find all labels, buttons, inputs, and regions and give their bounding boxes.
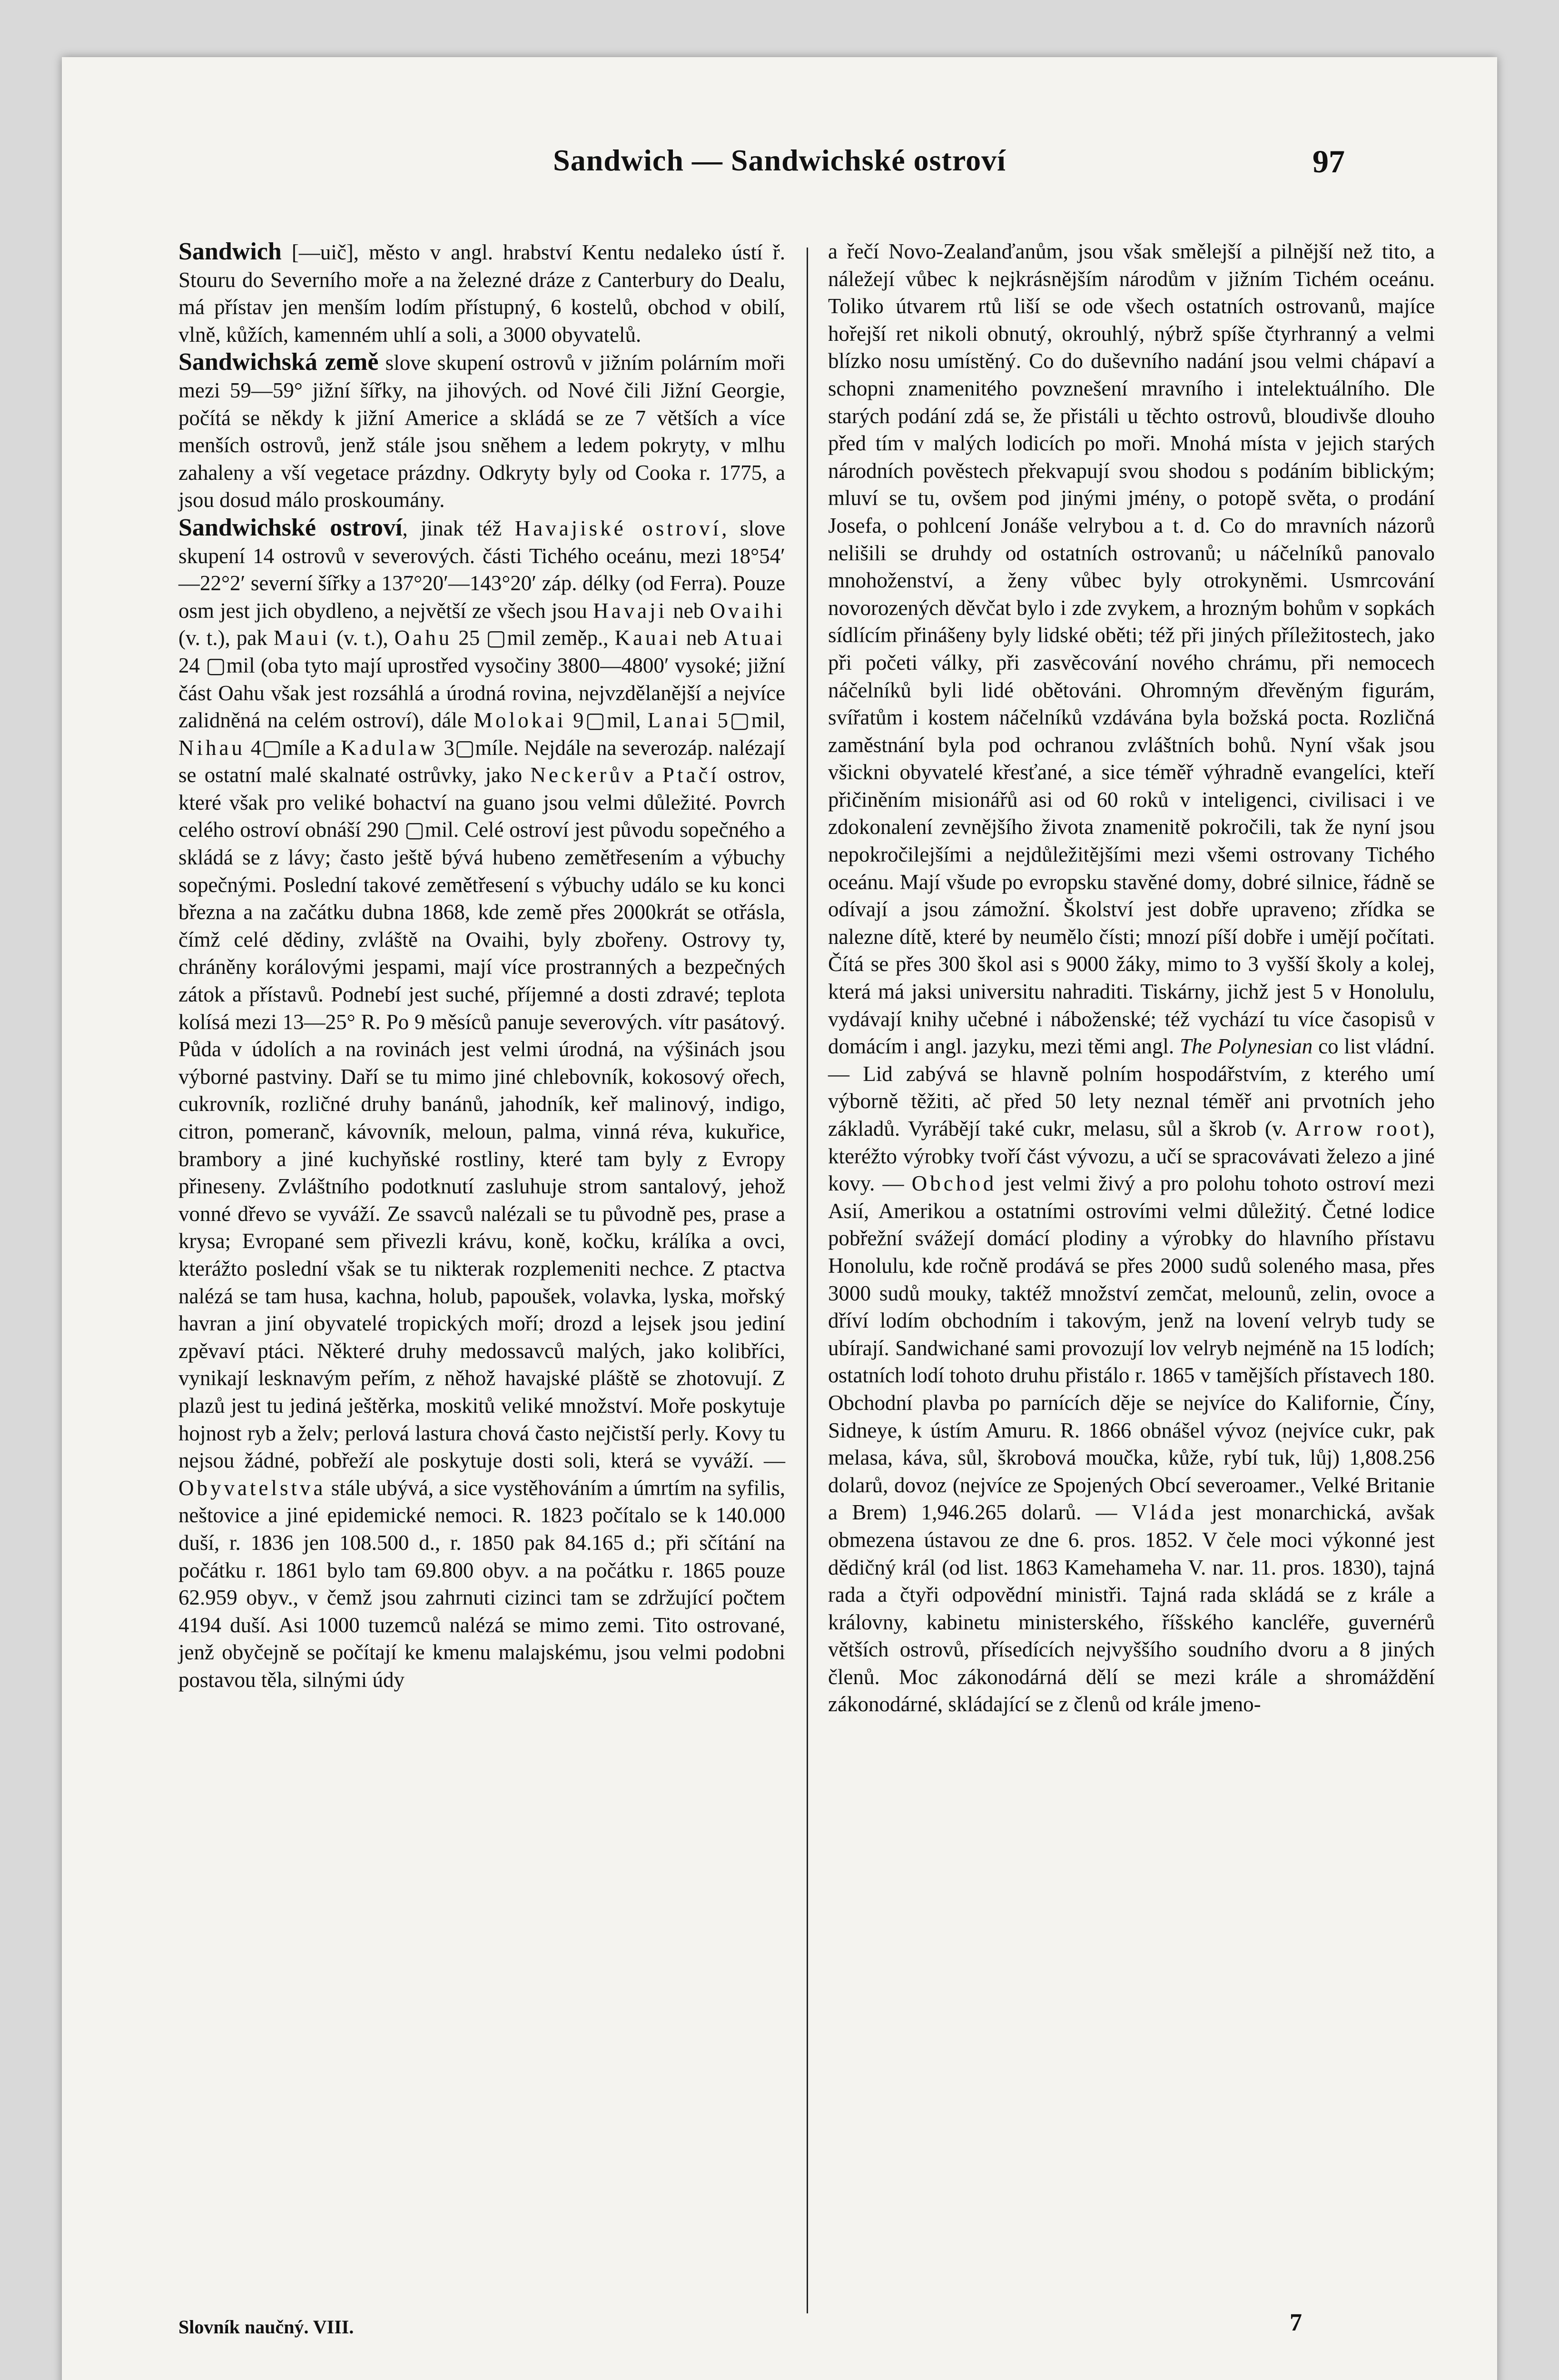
entry-headword: Sandwichské ostroví — [178, 514, 403, 541]
entry-continuation — [828, 238, 1435, 1718]
spaced-term: Oahu — [394, 626, 453, 650]
column-divider — [807, 248, 808, 2313]
running-head — [62, 143, 1497, 200]
entry-text: jest monarchická, avšak obmezena ústavou ze dne 6. pros. 1852. V čele moci výkonné jest dědičný král (od list. 1863 Kamehameha V. nar. 11. pros. 1830), tajná rada a čtyři odpovědní ministři. Tajná rada skládá se z krále a královny, kabinetu ministerského, říšského kancléře, guvernérů větších ostrovů, přísedících nejvyššího soudního dvoru a 8 jiných členů. Moc zákonodárná dělí se mezi krále a shromáždění zákonodárné, skládající se z členů od krále jmeno- — [828, 1500, 1435, 1716]
entry-text: (v. t.), pak — [178, 626, 274, 650]
spaced-term: Arrow root — [1295, 1117, 1422, 1140]
entry-sandwich — [178, 238, 785, 348]
entry-text: 5▢mil, — [710, 708, 785, 733]
right-column — [828, 238, 1435, 1718]
footer-work-title: Slovník naučný. VIII. — [178, 2316, 354, 2338]
entry-text: , jinak též — [402, 516, 515, 540]
spaced-term: Ptačí — [662, 763, 720, 787]
spaced-term: Kadulaw — [341, 735, 438, 760]
spaced-term: Maui — [273, 626, 330, 650]
entry-text: jest velmi živý a pro polohu tohoto ostroví mezi Asií, Amerikou a ostatními ostrovími velmi důležitý. Četné lodice pobřežní svážejí domácí plodiny a výrobky do hlavního přístavu Honolulu, kde ročně prodává se přes 2000 sudů soleného masa, přes 3000 sudů mouky, taktéž množství zemčat, melounů, zelin, ovoce a dříví lodím obchodním i takovým, jenž na lovení velryb tudy se ubírají. Sandwichané sami provozují lov velryb nejméně na 15 lodích; ostatních lodí tohoto druhu přistálo r. 1865 v tamějších přístavech 180. Obchodní plavba po parnících děje se nejvíce do Kalifornie, Číny, Sidneye, k ústím Amuru. R. 1866 obnášel vývoz (nejvíce cukr, pak melasa, káva, sůl, škrobová moučka, kůže, rybí tuk, lůj) 1,808.256 dolarů, dovoz (nejvíce ze Spojených Obcí severoamer., Velké Britanie a Brem) 1,946.265 dolarů. — — [828, 1171, 1435, 1525]
italic-title: The Polynesian — [1179, 1034, 1313, 1059]
entry-text: 4▢míle a — [245, 735, 341, 760]
spaced-term: Kauai — [614, 626, 680, 650]
left-column — [178, 238, 785, 1694]
running-title: Sandwich — Sandwichské ostroví — [553, 143, 1006, 177]
entry-sandwichska-zeme — [178, 348, 785, 514]
spaced-term: Obyvatelstva — [178, 1476, 326, 1500]
entry-text: (v. t.), — [330, 626, 395, 650]
entry-text: a řečí Novo-Zealanďanům, jsou však smělejší a pilnější než tito, a náležejí vůbec k nejkrásnějším národům v jižním Tichém oceánu. Toliko útvarem rtů liší se ode všech ostatních ostrovanů, majíce hořejší ret nikoli obnutý, okrouhlý, nýbrž spíše čtyrhranný a velmi blízko nosu umístěný. Co do duševního nadání jsou velmi chápaví a schopni znamenitého povznešení mravního i intelektuálního. Dle starých podání zdá se, že přistáli u těchto ostrovů, bloudivše dlouho před tím v malých lodicích po moři. Mnohá místa v jejich starých národních pověstech překvapují svou shodou s podáním biblickým; mluví se tu, ovšem pod jinými jmény, o potopě světa, o prodání Josefa, o pohlcení Jonáše velrybou a t. d. Co do mravních názorů nelišili se druhdy od ostatních ostrovanů; u náčelníků panovalo mnohoženství, a ženy vůbec byly otrokyněmi. Usmrcování novorozených děvčat bylo i zde zvykem, a hrozným bohům v sopkách sídlícím přinášeny byly lidské oběti; též při jiných příležitostech, jako při početi války, při zasvěcování nového chrámu, při nemocech náčelníků byli lidé obětováni. Ohromným dřevěným figurám, svířatům i kostem náčelníků vzdávána byla božská pocta. Rozličná zaměstnání byla pod ochranou zvláštních bohů. Nyní však jsou všickni obyvatelé křesťané, a sice téměř výhradně evangelíci, kteří přičiněním misionářů asi od 60 roků v inteligenci, civilisaci i ve zdokonalení zevnějšího života znamenitě pokročili, tak že nyní jsou nepokročilejšími a nejdůležitějšími mezi všemi ostrovany Tichého oceánu. Mají všude po evropsku stavěné domy, dobré silnice, řádně se odívají a jsou zámožní. Školství jest dobře upraveno; zřídka se nalezne dítě, které by neumělo čísti; mnozí píší dobře i umějí počítati. Čítá se přes 300 škol asi s 9000 žáky, mimo to 3 vyšší školy a kolej, která má jaksi universitu nahraditi. Tiskárny, jichž jest 5 v Honolulu, vydávají knihy učebné i náboženské; též vychází tu více časopisů v domácím i angl. jazyku, mezi těmi angl. — [828, 239, 1435, 1059]
entry-text: stále ubývá, a sice vystěhováním a úmrtím na syfilis, neštovice a jiné epidemické nemoci. R. 1823 počítalo se k 140.000 duší, r. 1836 jen 108.500 d., r. 1850 pak 84.165 d.; při sčítání na počátku r. 1861 bylo tam 69.800 obyv. a na počátku r. 1865 pouze 62.959 obyv., v čemž jsou zahrnuti cizinci tam se zdržující počtem 4194 duší. Asi 1000 tuzemců nalézá se mimo zemi. Tito ostrované, jenž obyčejně se počítají ke kmenu malajskému, jsou velmi podobni postavou těla, silnými údy — [178, 1476, 785, 1692]
entry-sandwichske-ostrovi — [178, 514, 785, 1694]
spaced-term: Atuai — [723, 626, 785, 650]
spaced-term: Nihau — [178, 735, 245, 760]
entry-text: slove skupení ostrovů v jižním polárním moři mezi 59—59° jižní šířky, na jihových. od Nové čili Jižní Georgie, počítá se někdy k jižní Americe a skládá se ze 7 větších a více menších ostrovů, jenž stále jsou sněhem a ledem pokryty, v mlhu zahaleny a vší vegetace prázdny. Odkryty byly od Cooka r. 1775, a jsou dosud málo proskoumány. — [178, 351, 785, 512]
entry-headword: Sandwich — [178, 238, 282, 265]
spaced-term: Lanai — [647, 708, 711, 733]
entry-text: ostrov, které však pro veliké bohactví na guano jsou velmi důležité. Povrch celého ostroví obnáší 290 ▢mil. Celé ostroví jest původu sopečného a skládá se z lávy; často ještě bývá hubeno zemětřesením a výbuchy sopečnými. Poslední takové zemětřesení s výbuchy událo se ku konci března a na začátku dubna 1868, kde země přes 2000krát se otřásla, čímž celé dědiny, zvláště na Ovaihi, byly zbořeny. Ostrovy ty, chráněny korálovými jespami, mají více prostranných a bezpečných zátok a přístavů. Podnebí jest suché, příjemné a dosti zdravé; teplota kolísá mezi 13—25° R. Po 9 měsíců panuje severových. vítr pasátový. Půda v údolích a na rovinách jest velmi úrodná, na výšinách jsou výborné pastviny. Daří se tu mimo jiné chlebovník, kokosový ořech, cukrovník, rozličné druhy banánů, jahodník, keř malinový, indigo, citron, pomeranč, kávovník, meloun, palma, vinná réva, kukuřice, brambory a jiné kuchyňské rostliny, které tam byly z Evropy přineseny. Zvláštního podotknutí zasluhuje strom santalový, jehož vonné dřevo se vyváží. Ze ssavců nalézali se tu původně pes, prase a krysa; Evropané sem přivezli krávu, koně, kočku, králíka a ovci, kterážto poslední však se tu nikterak rozplemeniti nechce. Z ptactva nalézá se tam husa, kachna, holub, papoušek, volavka, lyska, mořský havran a jiní obyvatelé tropických moří; drozd a lejsek jsou jediní zpěvaví ptáci. Některé druhy medossavců malých, jako kolibříci, vynikají lesknavým peřím, z něhož havajské pláště se zhotovují. Z plazů jest tu jediná ještěrka, moskitů veliké množství. Moře poskytuje hojnost ryb a želv; perlová lastura chová často nejčistší perly. Kovy tu nejsou žádné, pobřeží ale poskytuje dosti soli, která se vyváží. — — [178, 763, 785, 1473]
spaced-term: Obchod — [911, 1171, 997, 1196]
spaced-term: Neckerův — [530, 763, 637, 787]
page-number: 97 — [1312, 143, 1345, 179]
entry-text: a — [636, 763, 662, 787]
book-page — [62, 57, 1497, 2380]
spaced-term: Ovaihi — [710, 598, 785, 623]
entry-text: 9▢mil, — [566, 708, 648, 733]
entry-text: neb — [680, 626, 723, 650]
entry-text: 3▢míle. Nejdále na severozáp. nalézají se ostatní malé skalnaté ostrůvky, jako — [178, 735, 785, 787]
footer-signature: 7 — [1290, 2309, 1302, 2336]
entry-text: ), kteréžto výrobky tvoří část vývozu, a učí se spracovávati železo a jiné kovy. — — [828, 1117, 1435, 1196]
entry-text: 25 ▢mil zeměp., — [452, 626, 615, 650]
entry-text: , slove skupení 14 ostrovů v severových. části Tichého oceánu, mezi 18°54′—22°2′ severní šířky a 137°20′—143°20′ záp. délky (od Ferra). Pouze osm jest jich obydleno, a největší ze všech jsou — [178, 516, 785, 623]
spaced-term: Vláda — [1131, 1500, 1197, 1525]
entry-text: 24 ▢mil (oba tyto mají uprostřed vysočiny 3800—4800′ vysoké; jižní část Oahu však jest rozsáhlá a úrodná rovina, nejvzdělanější a nejvíce zalidněná na celém ostroví), dále — [178, 653, 785, 733]
entry-text: [—uič], město v angl. hrabství Kentu nedaleko ústí ř. Stouru do Severního moře a na železné dráze z Canterbury do Dealu, má přístav jen menším lodím přístupný, 6 kostelů, obchod v obilí, vlně, kůžích, kamenném uhlí a soli, a 3000 obyvatelů. — [178, 240, 785, 347]
entry-text: neb — [667, 598, 710, 623]
spaced-term: Molokai — [474, 708, 566, 733]
spaced-term: Havajiské ostroví — [514, 516, 722, 540]
spaced-term: Havaji — [593, 598, 668, 623]
entry-text: co list vládní. — Lid zabývá se hlavně polním hospodářstvím, z kterého umí výborně těžiti, ač před 50 lety neznal téměř ani prvotních jeho základů. Vyrábějí také cukr, melasu, sůl a škrob (v. — [828, 1034, 1435, 1140]
entry-headword: Sandwichská země — [178, 348, 379, 376]
